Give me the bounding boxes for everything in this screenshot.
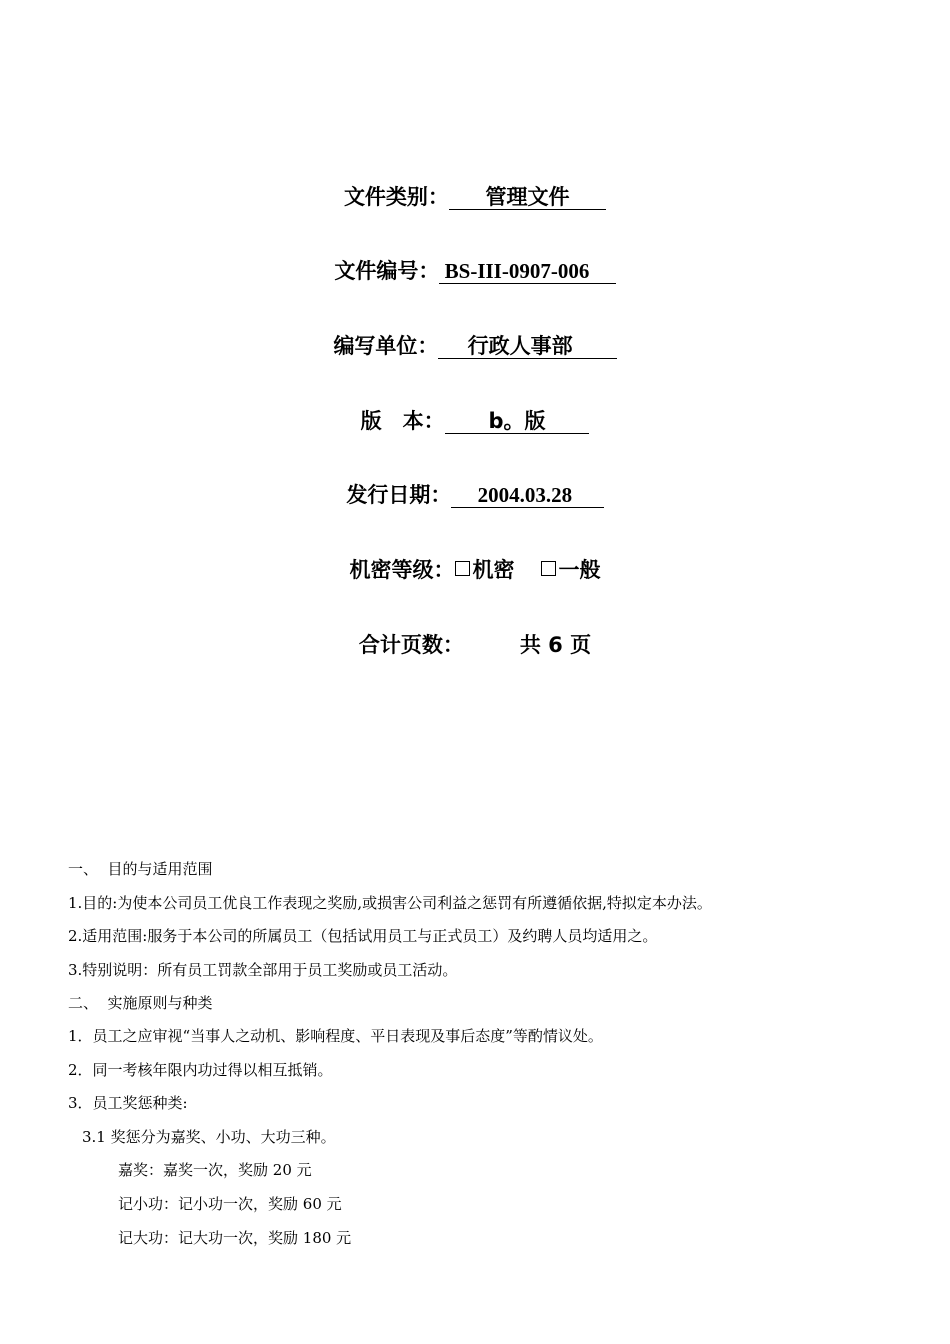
checkbox-confidential[interactable] <box>455 561 470 576</box>
version-label: 版 本： <box>360 409 445 433</box>
issue-date-label: 发行日期： <box>346 483 452 507</box>
security-option-confidential-label: 机密 <box>472 558 515 582</box>
issue-date-value: 2004.03.28 <box>451 483 604 507</box>
total-pages-label: 合计页数： <box>358 633 464 657</box>
version-value: b。版 <box>444 409 590 433</box>
compiling-unit-label: 编写单位： <box>333 334 439 358</box>
checkbox-general[interactable] <box>541 561 556 576</box>
list-item-commendation: 嘉奖：嘉奖一次，奖励 20 元 <box>118 1161 312 1179</box>
file-number-value: BS-III-0907-006 <box>439 259 616 283</box>
paragraph-special-note: 3.特别说明：所有员工罚款全部用于员工奖励或员工活动。 <box>68 961 458 979</box>
issue-date-row <box>0 478 950 508</box>
paragraph-purpose: 1.目的:为使本公司员工优良工作表现之奖励,或损害公司利益之惩罚有所遵循依据,特拟定本办法。 <box>68 894 712 912</box>
file-category-value: 管理文件 <box>448 185 607 209</box>
compiling-unit-value: 行政人事部 <box>438 334 617 358</box>
paragraph-scope: 2.适用范围:服务于本公司的所属员工（包括试用员工与正式员工）及约聘人员均适用之。 <box>68 927 658 945</box>
section-heading-principles: 二、 实施原则与种类 <box>68 994 213 1012</box>
version-row <box>0 404 950 434</box>
list-item-major-merit: 记大功：记大功一次，奖励 180 元 <box>118 1229 352 1247</box>
total-pages-row <box>0 628 950 658</box>
security-level-label: 机密等级： <box>349 558 455 582</box>
paragraph-principle-3: 3．员工奖惩种类: <box>68 1094 188 1112</box>
paragraph-reward-types: 3.1 奖惩分为嘉奖、小功、大功三种。 <box>82 1128 336 1146</box>
paragraph-principle-1: 1．员工之应审视“当事人之动机、影响程度、平日表现及事后态度”等酌情议处。 <box>68 1027 603 1045</box>
list-item-minor-merit: 记小功：记小功一次，奖励 60 元 <box>118 1195 342 1213</box>
file-category-label: 文件类别： <box>343 185 449 209</box>
section-heading-purpose: 一、 目的与适用范围 <box>68 860 213 878</box>
file-number-label: 文件编号： <box>334 259 440 283</box>
total-pages-value: 共 6 页 <box>519 633 592 657</box>
paragraph-principle-2: 2．同一考核年限内功过得以相互抵销。 <box>68 1061 333 1079</box>
file-number-row <box>0 254 950 284</box>
security-option-general-label: 一般 <box>558 558 601 582</box>
security-option-general[interactable] <box>541 557 601 583</box>
compiling-unit-row <box>0 329 950 359</box>
security-option-confidential[interactable] <box>455 557 515 583</box>
file-category-row <box>0 180 950 210</box>
security-level-row <box>0 553 950 583</box>
